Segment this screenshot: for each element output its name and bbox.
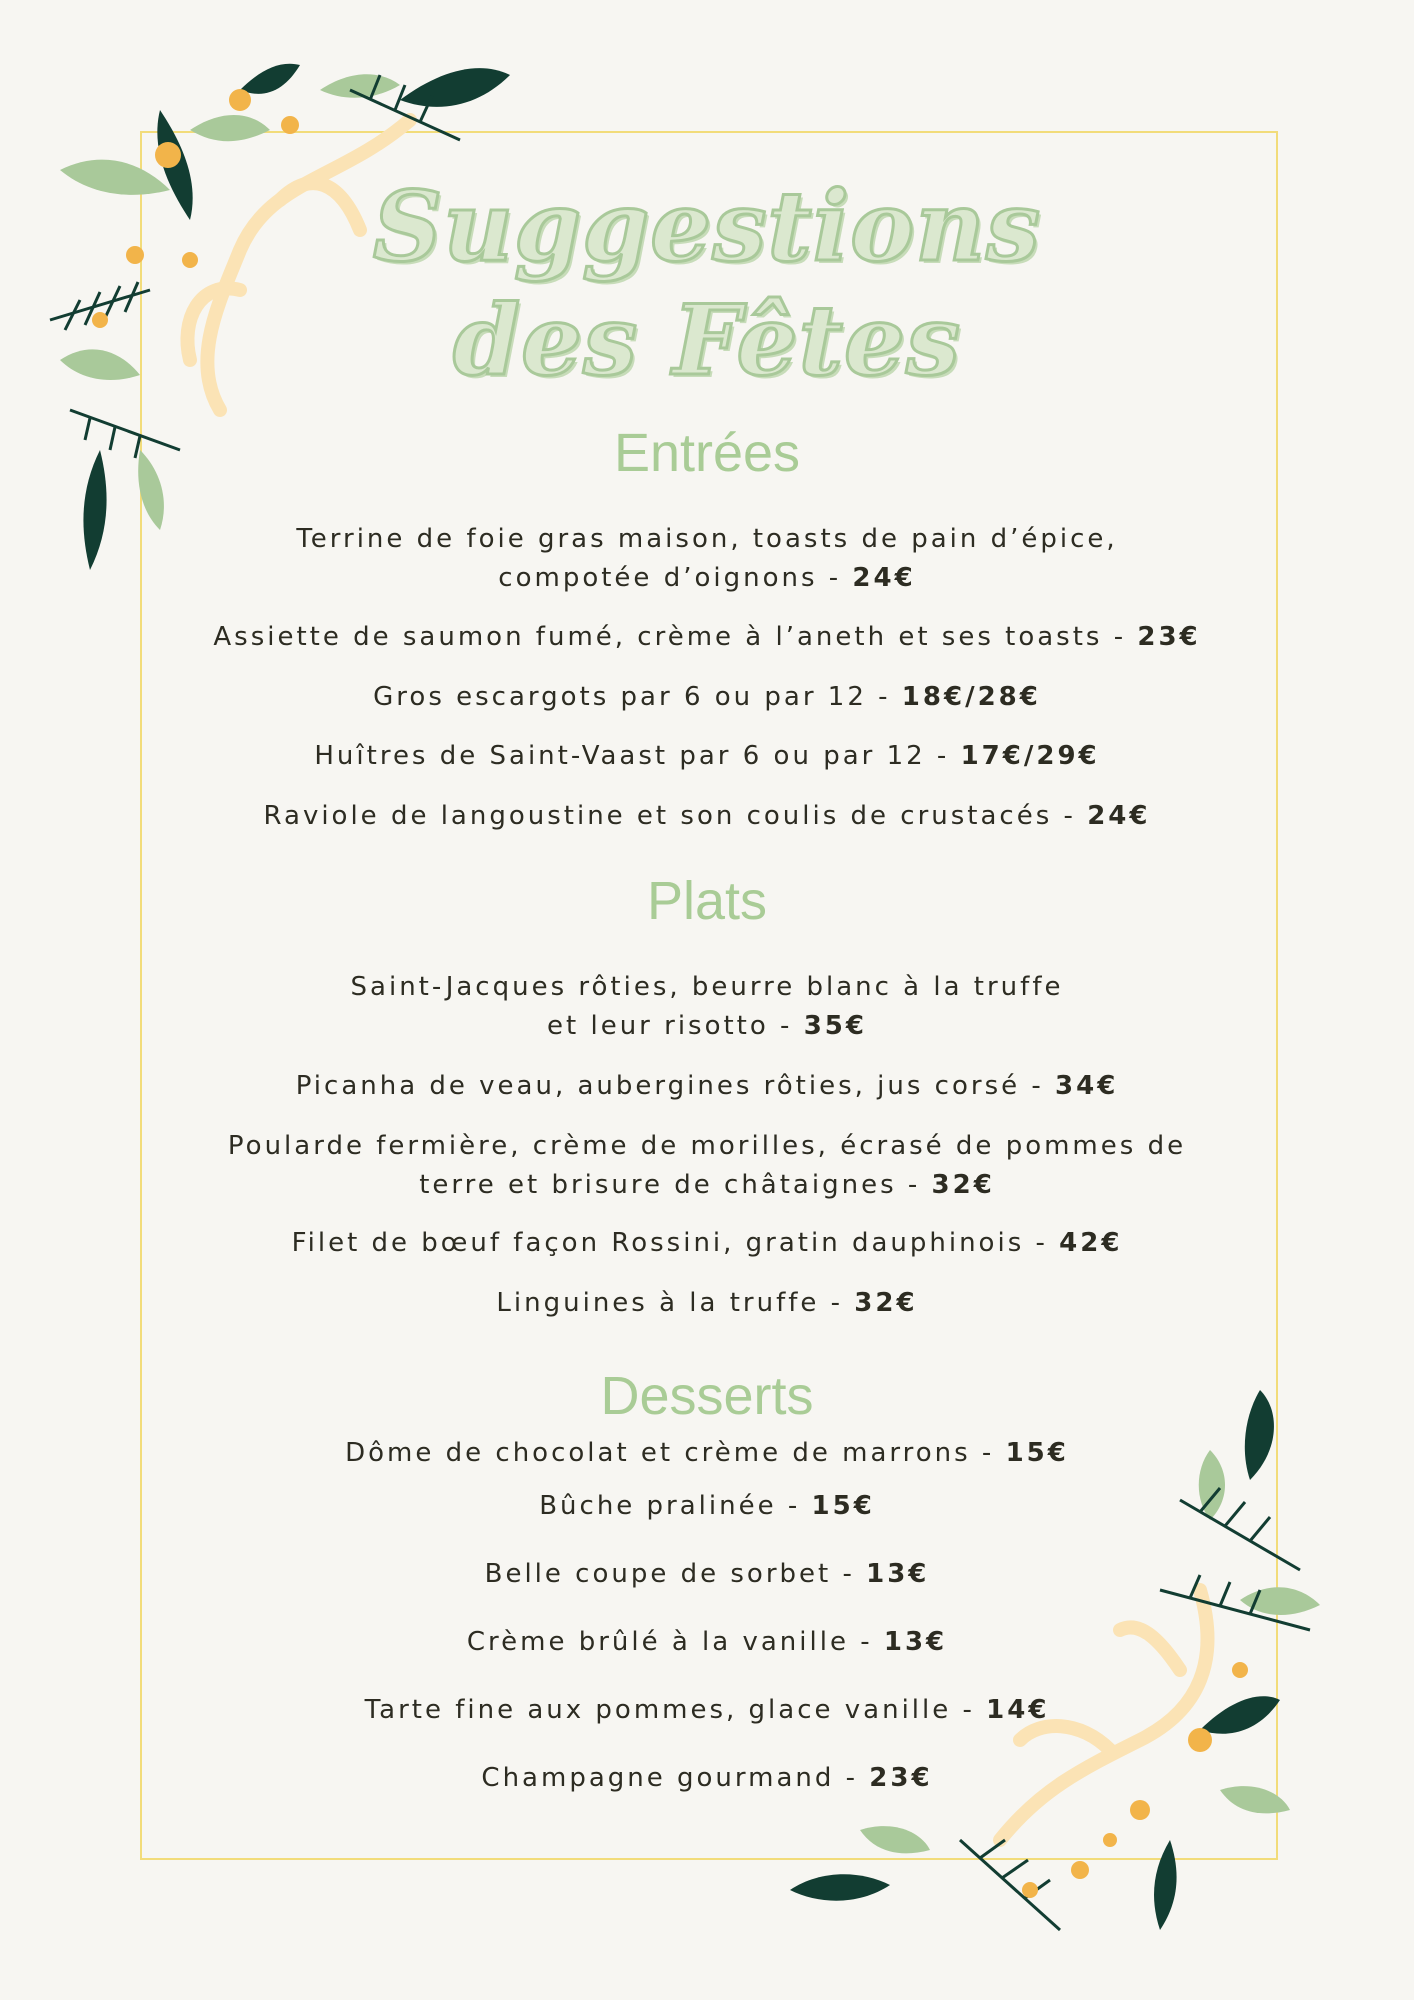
menu-item-price: 32€ (931, 1170, 995, 1200)
menu-item-price: 17€/29€ (960, 741, 1100, 771)
menu-item-text: Champagne gourmand - (481, 1763, 870, 1793)
menu-item (0, 968, 1414, 1046)
menu-item-text: Picanha de veau, aubergines rôties, jus corsé - (295, 1071, 1056, 1101)
menu-item (0, 1623, 1414, 1662)
menu-item (0, 678, 1414, 717)
menu-item-text: Linguines à la truffe - (496, 1288, 855, 1318)
menu-title-line-1: Suggestions (372, 170, 1042, 283)
menu-item-text: compotée d’oignons - (498, 563, 853, 593)
menu-item-price: 35€ (803, 1011, 867, 1041)
menu-item (0, 1691, 1414, 1730)
section-heading-desserts: Desserts (600, 1366, 814, 1426)
menu-item-price: 14€ (986, 1695, 1050, 1725)
menu-item-price: 24€ (852, 563, 916, 593)
menu-item-text-line: Terrine de foie gras maison, toasts de pain d’épice, (296, 524, 1118, 554)
menu-item-text: Crème brûlé à la vanille - (466, 1627, 884, 1657)
menu-item-price: 23€ (869, 1763, 933, 1793)
menu-item-text: Gros escargots par 6 ou par 12 - (373, 682, 902, 712)
section-heading-plats: Plats (646, 871, 768, 931)
menu-item-text: Huîtres de Saint-Vaast par 6 ou par 12 - (314, 741, 961, 771)
menu-item-text-line: Saint-Jacques rôties, beurre blanc à la truffe (350, 972, 1064, 1002)
menu-item-text: Filet de bœuf façon Rossini, gratin dauphinois - (291, 1228, 1060, 1258)
menu-item-text: Dôme de chocolat et crème de marrons - (345, 1438, 1006, 1468)
menu-item-text: Bûche pralinée - (539, 1491, 812, 1521)
menu-item (0, 618, 1414, 657)
section-heading-entrees: Entrées (613, 423, 801, 483)
menu-item-text: Assiette de saumon fumé, crème à l’aneth et ses toasts - (213, 622, 1138, 652)
menu-item (0, 797, 1414, 836)
menu-title-line-2: des Fêtes (452, 284, 962, 397)
menu-item (0, 1127, 1414, 1205)
menu-item-price: 15€ (811, 1491, 875, 1521)
menu-item-text: Belle coupe de sorbet - (484, 1559, 867, 1589)
menu-item-text: terre et brisure de châtaignes - (419, 1170, 932, 1200)
menu-item (0, 1555, 1414, 1594)
menu-item-text-line: Poularde fermière, crème de morilles, écrasé de pommes de (227, 1131, 1187, 1161)
menu-item-text: Tarte fine aux pommes, glace vanille - (364, 1695, 987, 1725)
menu-item-text: Raviole de langoustine et son coulis de crustacés - (263, 801, 1088, 831)
menu-item (0, 737, 1414, 776)
menu-item-text: et leur risotto - (547, 1011, 804, 1041)
menu-item (0, 1224, 1414, 1263)
menu-item-price: 24€ (1087, 801, 1151, 831)
menu-item-price: 13€ (866, 1559, 930, 1589)
menu-item-price: 13€ (883, 1627, 948, 1657)
menu-item (0, 1434, 1414, 1473)
menu-item (0, 1067, 1414, 1106)
menu-item-price: 32€ (854, 1288, 918, 1318)
menu-item (0, 1759, 1414, 1798)
menu-item (0, 1284, 1414, 1323)
menu-item (0, 1487, 1414, 1526)
menu-item-price: 23€ (1137, 622, 1201, 652)
menu-item-price: 15€ (1005, 1438, 1069, 1468)
menu-item-price: 42€ (1059, 1228, 1123, 1258)
menu-item-price: 18€/28€ (901, 682, 1041, 712)
menu-item (0, 520, 1414, 598)
menu-item-price: 34€ (1055, 1071, 1119, 1101)
